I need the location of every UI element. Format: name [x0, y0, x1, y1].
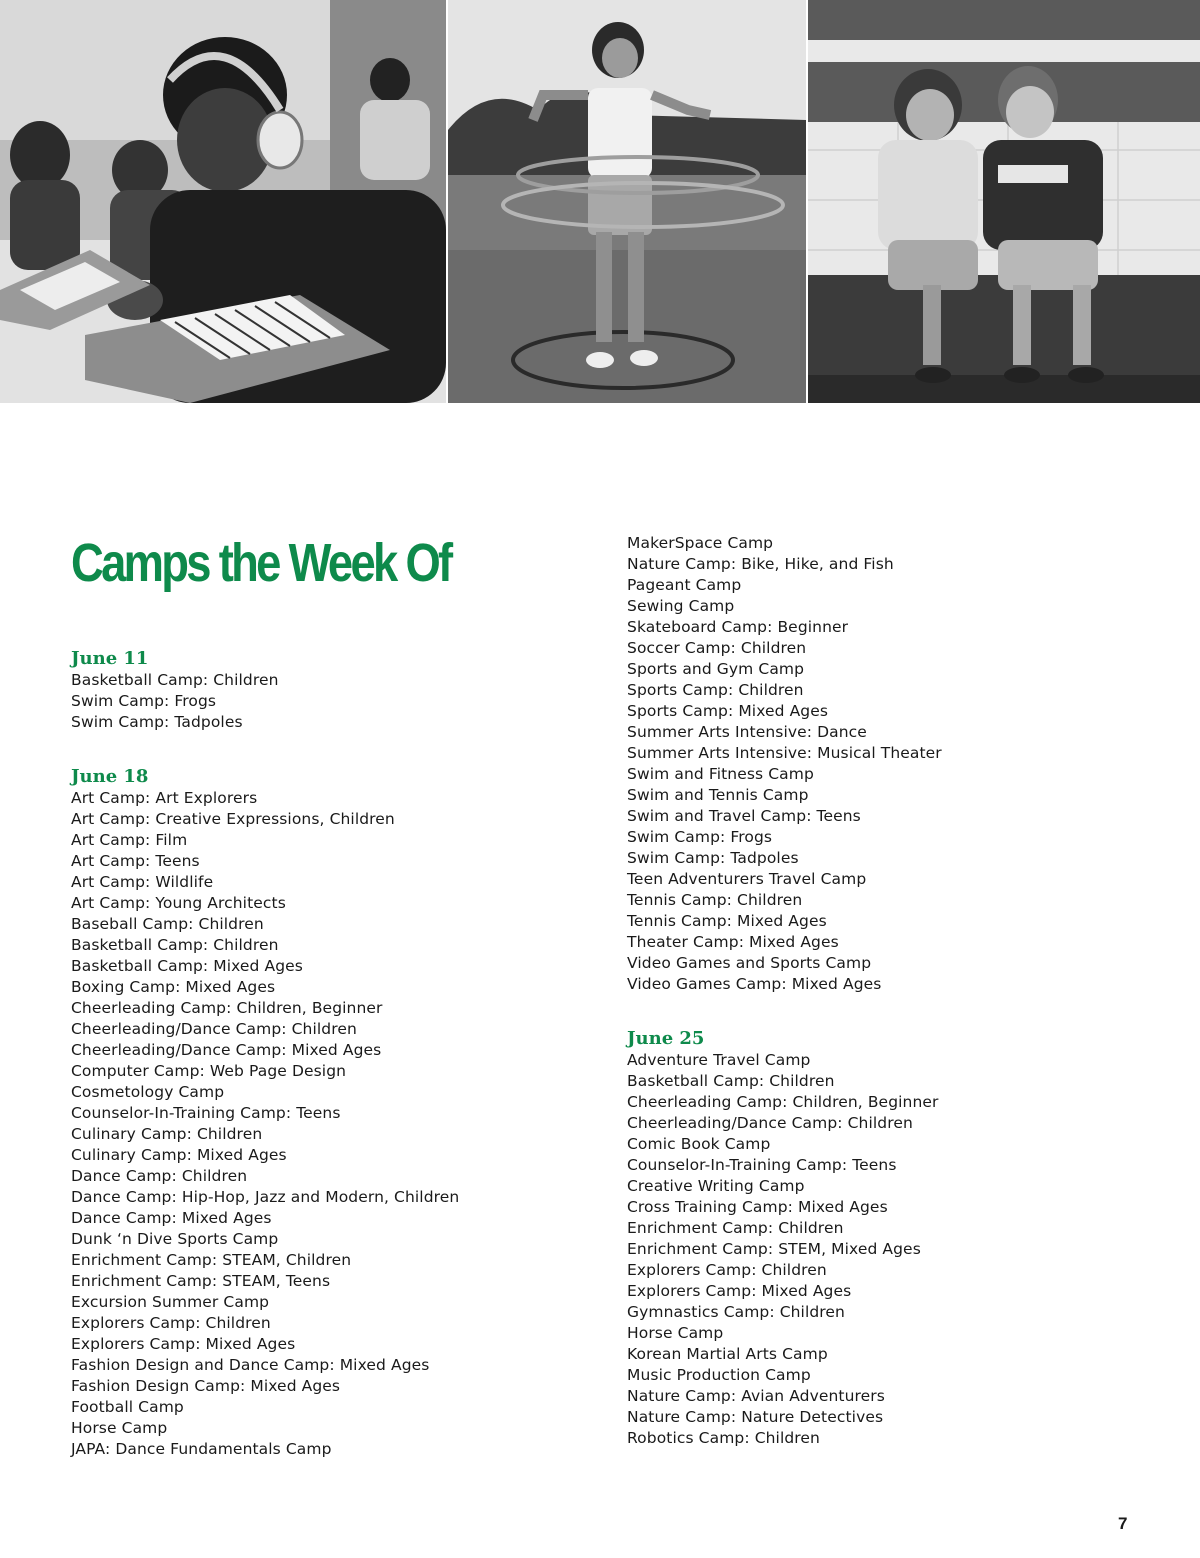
list-item: Explorers Camp: Mixed Ages	[71, 1335, 296, 1353]
list-item: Dance Camp: Mixed Ages	[71, 1209, 272, 1227]
list-item: MakerSpace Camp	[627, 534, 774, 552]
left-column	[71, 648, 459, 1460]
list-item: Cheerleading Camp: Children, Beginner	[71, 999, 383, 1017]
page-number: 7	[1118, 1514, 1128, 1533]
hula-hoop-image-icon	[448, 0, 806, 403]
list-item: Enrichment Camp: STEAM, Teens	[71, 1272, 331, 1290]
list-item: Cheerleading Camp: Children, Beginner	[627, 1093, 939, 1111]
list-item: Video Games Camp: Mixed Ages	[627, 975, 882, 993]
list-item: Cosmetology Camp	[71, 1083, 225, 1101]
list-item: Tennis Camp: Mixed Ages	[627, 912, 827, 930]
list-item: Art Camp: Teens	[71, 852, 200, 870]
list-item: Explorers Camp: Children	[627, 1261, 827, 1279]
section-heading-june-18: June 18	[71, 766, 149, 787]
list-item: Nature Camp: Bike, Hike, and Fish	[627, 555, 894, 573]
photo-strip	[0, 0, 1200, 403]
list-item: Music Production Camp	[627, 1366, 811, 1384]
list-item: Swim Camp: Frogs	[627, 828, 773, 846]
list-item: Basketball Camp: Children	[71, 936, 279, 954]
list-item: Horse Camp	[627, 1324, 724, 1342]
right-column	[627, 533, 942, 1449]
list-item: Cheerleading/Dance Camp: Children	[627, 1114, 913, 1132]
list-item: Computer Camp: Web Page Design	[71, 1062, 347, 1080]
list-item: Korean Martial Arts Camp	[627, 1345, 828, 1363]
june-18-list	[71, 788, 459, 1460]
photo-hula-hoop	[448, 0, 806, 403]
section-spacer	[627, 995, 942, 1028]
list-item: Art Camp: Wildlife	[71, 873, 214, 891]
list-item: Swim and Travel Camp: Teens	[627, 807, 861, 825]
list-item: Explorers Camp: Children	[71, 1314, 271, 1332]
list-item: Adventure Travel Camp	[627, 1051, 811, 1069]
list-item: Sports Camp: Children	[627, 681, 804, 699]
list-item: Teen Adventurers Travel Camp	[627, 870, 867, 888]
list-item: Art Camp: Art Explorers	[71, 789, 258, 807]
list-item: Cheerleading/Dance Camp: Children	[71, 1020, 357, 1038]
list-item: Fashion Design Camp: Mixed Ages	[71, 1377, 341, 1395]
list-item: Swim and Tennis Camp	[627, 786, 809, 804]
page-title: Camps the Week Of	[71, 533, 451, 593]
list-item: Summer Arts Intensive: Musical Theater	[627, 744, 942, 762]
list-item: Counselor-In-Training Camp: Teens	[71, 1104, 341, 1122]
photo-two-boys	[808, 0, 1200, 403]
list-item: Fashion Design and Dance Camp: Mixed Ages	[71, 1356, 430, 1374]
list-item: Sports Camp: Mixed Ages	[627, 702, 829, 720]
list-item: Boxing Camp: Mixed Ages	[71, 978, 276, 996]
list-item: Nature Camp: Nature Detectives	[627, 1408, 884, 1426]
list-item: Skateboard Camp: Beginner	[627, 618, 849, 636]
list-item: Horse Camp	[71, 1419, 168, 1437]
list-item: Art Camp: Young Architects	[71, 894, 286, 912]
list-item: Cross Training Camp: Mixed Ages	[627, 1198, 888, 1216]
list-item: Basketball Camp: Mixed Ages	[71, 957, 303, 975]
list-item: Creative Writing Camp	[627, 1177, 805, 1195]
two-boys-image-icon	[808, 0, 1200, 403]
list-item: Counselor-In-Training Camp: Teens	[627, 1156, 897, 1174]
list-item: Dance Camp: Children	[71, 1167, 248, 1185]
list-item: Comic Book Camp	[627, 1135, 771, 1153]
list-item: Tennis Camp: Children	[627, 891, 803, 909]
list-item: Swim and Fitness Camp	[627, 765, 814, 783]
list-item: JAPA: Dance Fundamentals Camp	[71, 1440, 332, 1458]
list-item: Culinary Camp: Children	[71, 1125, 263, 1143]
list-item: Art Camp: Film	[71, 831, 188, 849]
list-item: Nature Camp: Avian Adventurers	[627, 1387, 885, 1405]
june-11-list	[71, 670, 459, 733]
list-item: Sports and Gym Camp	[627, 660, 805, 678]
list-item: Summer Arts Intensive: Dance	[627, 723, 867, 741]
section-spacer	[71, 733, 459, 766]
list-item: Soccer Camp: Children	[627, 639, 807, 657]
section-heading-june-11: June 11	[71, 648, 149, 669]
list-item: Swim Camp: Tadpoles	[71, 713, 243, 731]
list-item: Basketball Camp: Children	[627, 1072, 835, 1090]
list-item: Gymnastics Camp: Children	[627, 1303, 845, 1321]
list-item: Pageant Camp	[627, 576, 742, 594]
list-item: Baseball Camp: Children	[71, 915, 264, 933]
list-item: Excursion Summer Camp	[71, 1293, 270, 1311]
list-item: Cheerleading/Dance Camp: Mixed Ages	[71, 1041, 382, 1059]
list-item: Explorers Camp: Mixed Ages	[627, 1282, 852, 1300]
list-item: Theater Camp: Mixed Ages	[627, 933, 839, 951]
list-item: Robotics Camp: Children	[627, 1429, 820, 1447]
june-25-list	[627, 1050, 942, 1449]
list-item: Dunk ‘n Dive Sports Camp	[71, 1230, 279, 1248]
list-item: Basketball Camp: Children	[71, 671, 279, 689]
list-item: Art Camp: Creative Expressions, Children	[71, 810, 395, 828]
list-item: Enrichment Camp: STEAM, Children	[71, 1251, 352, 1269]
photo-music-lab	[0, 0, 446, 403]
list-item: Video Games and Sports Camp	[627, 954, 872, 972]
list-item: Dance Camp: Hip-Hop, Jazz and Modern, Children	[71, 1188, 460, 1206]
section-heading-june-25: June 25	[627, 1028, 705, 1049]
list-item: Enrichment Camp: Children	[627, 1219, 844, 1237]
june-18-list-continued	[627, 533, 942, 995]
music-lab-image-icon	[0, 0, 446, 403]
list-item: Swim Camp: Tadpoles	[627, 849, 799, 867]
list-item: Culinary Camp: Mixed Ages	[71, 1146, 287, 1164]
list-item: Enrichment Camp: STEM, Mixed Ages	[627, 1240, 921, 1258]
list-item: Swim Camp: Frogs	[71, 692, 217, 710]
list-item: Sewing Camp	[627, 597, 735, 615]
list-item: Football Camp	[71, 1398, 184, 1416]
